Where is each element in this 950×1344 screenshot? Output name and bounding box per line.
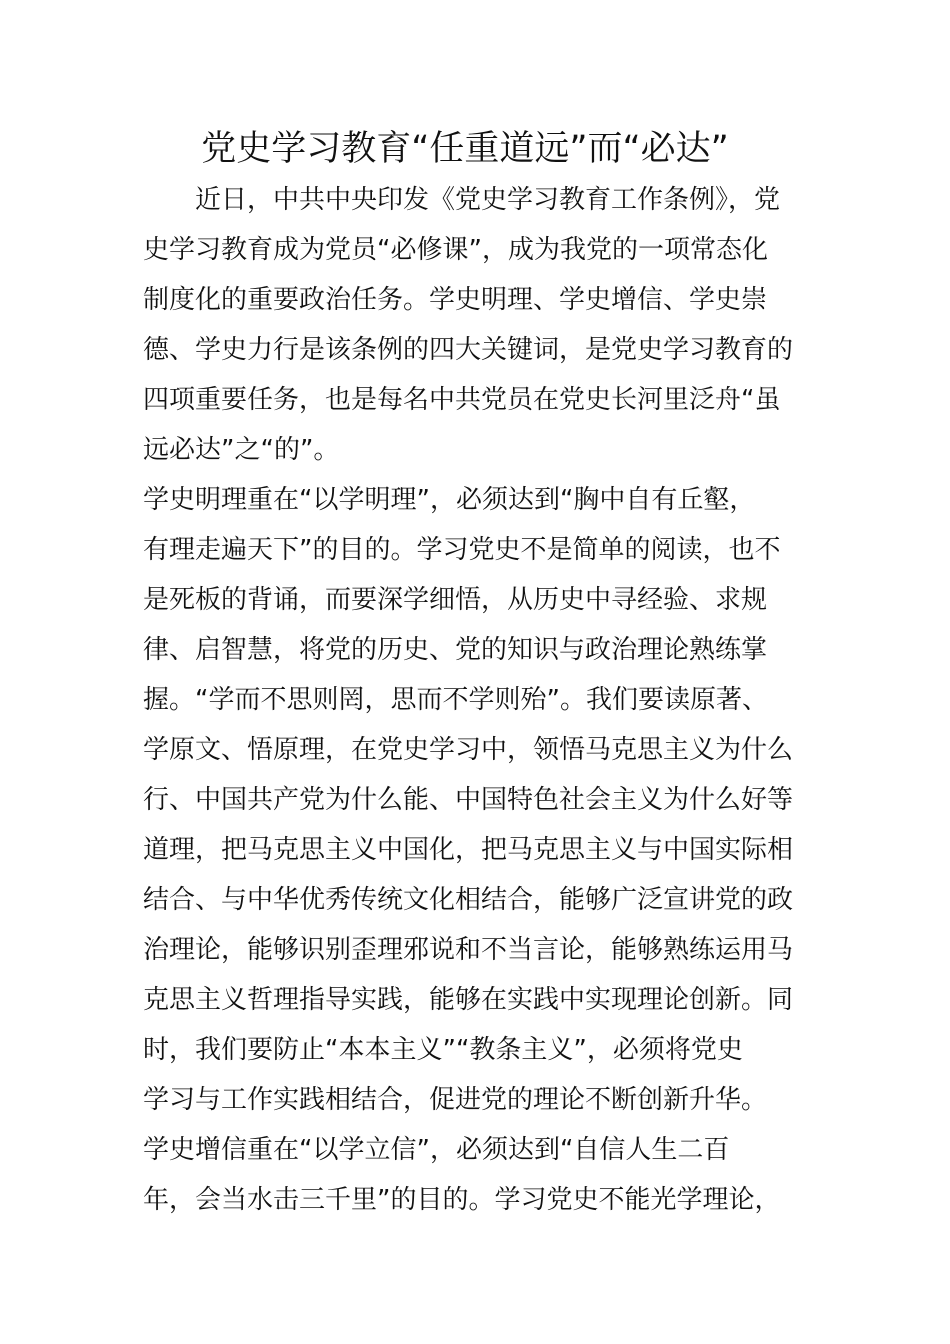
body-line: 结合、与中华优秀传统文化相结合，能够广泛宣讲党的政 [143,885,794,915]
body-line: 年，会当水击三千里”的目的。学习党史不能光学理论， [143,1185,781,1215]
body-line: 学史增信重在“以学立信”，必须达到“自信人生二百 [143,1135,730,1165]
body-line: 制度化的重要政治任务。学史明理、学史增信、学史崇 [143,285,768,315]
body-line: 四项重要任务，也是每名中共党员在党史长河里泛舟“虽 [143,385,781,415]
body-line: 远必达”之“的”。 [143,435,340,465]
body-line: 学原文、悟原理，在党史学习中，领悟马克思主义为什么 [143,735,794,765]
document-title: 党史学习教育“任重道远”而“必达” [201,129,729,169]
body-line: 有理走遍天下”的目的。学习党史不是简单的阅读，也不 [143,535,781,565]
body-line: 近日，中共中央印发《党史学习教育工作条例》，党 [143,185,781,215]
body-line: 史学习教育成为党员“必修课”，成为我党的一项常态化 [143,235,768,265]
body-line: 是死板的背诵，而要深学细悟，从历史中寻经验、求规 [143,585,768,615]
body-line: 学史明理重在“以学明理”，必须达到“胸中自有丘壑， [143,485,756,515]
body-line: 德、学史力行是该条例的四大关键词，是党史学习教育的 [143,335,794,365]
body-line: 行、中国共产党为什么能、中国特色社会主义为什么好等 [143,785,794,815]
body-line: 握。“学而不思则罔，思而不学则殆”。我们要读原著、 [143,685,768,715]
body-line: 学习与工作实践相结合，促进党的理论不断创新升华。 [143,1085,768,1115]
body-line: 治理论，能够识别歪理邪说和不当言论，能够熟练运用马 [143,935,794,965]
body-line: 时，我们要防止“本本主义”“教条主义”，必须将党史 [143,1035,743,1065]
body-line: 律、启智慧，将党的历史、党的知识与政治理论熟练掌 [143,635,768,665]
body-line: 道理，把马克思主义中国化，把马克思主义与中国实际相 [143,835,794,865]
body-line: 克思主义哲理指导实践，能够在实践中实现理论创新。同 [143,985,794,1015]
